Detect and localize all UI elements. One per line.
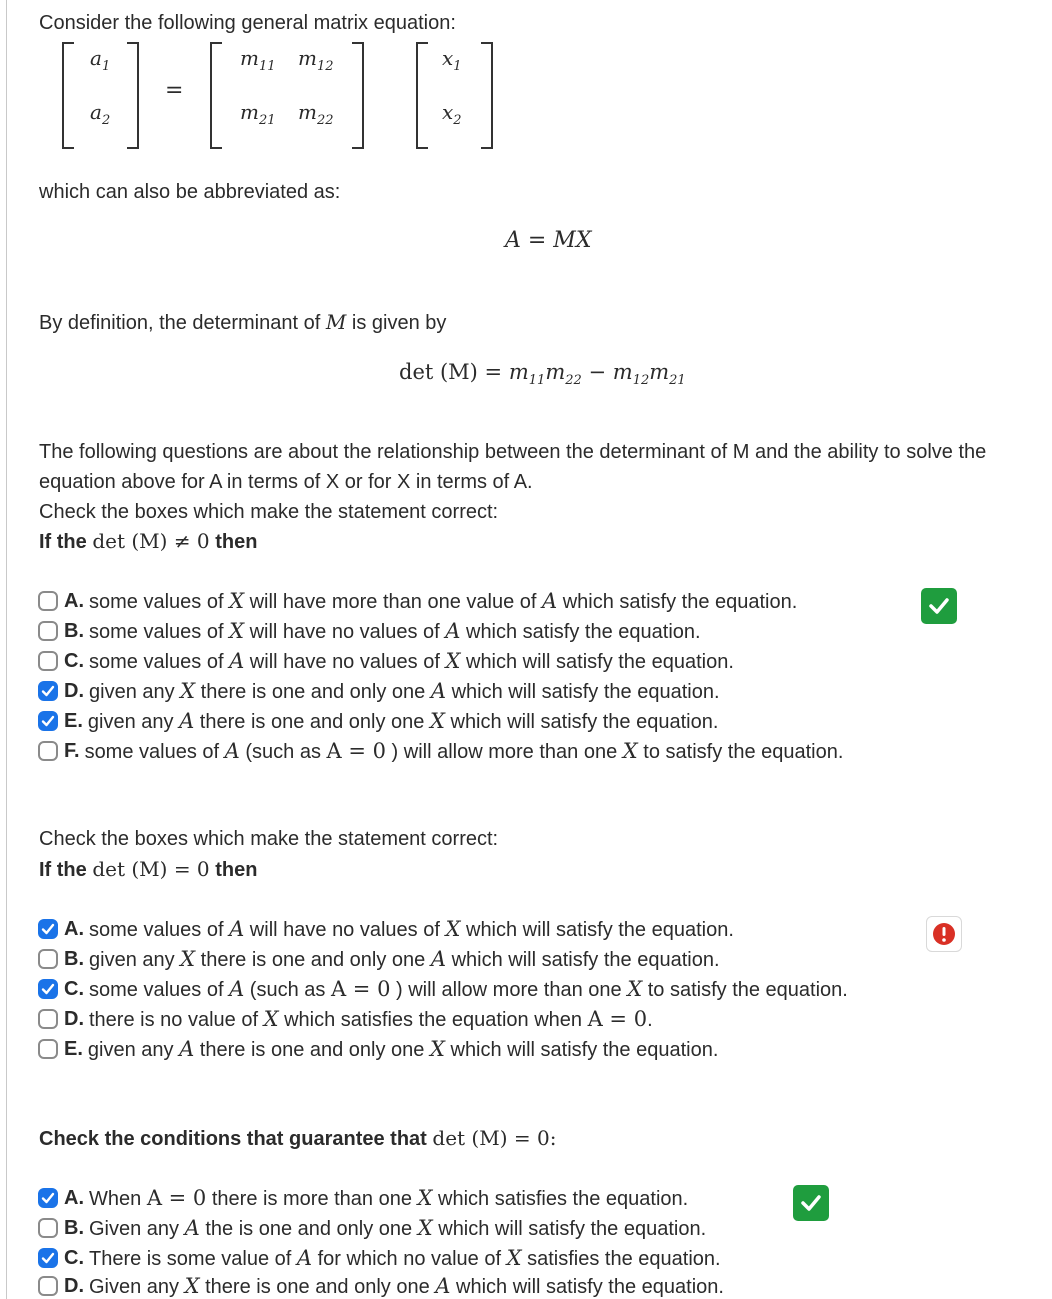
checkbox[interactable] [38,1039,58,1059]
option-c[interactable] [38,976,848,1002]
a1-entry: $a_1$ [90,46,111,74]
option-text: some values of X will have more than one value of A which satisfy the equation. [89,588,798,613]
paragraph-line-2: equation above for A in terms of X or for X in terms of A. [39,471,533,493]
a2-entry: $a_2$ [90,100,111,128]
bracket-left [416,42,428,149]
option-text: There is some value of A for which no value of X satisfies the equation. [89,1245,721,1270]
checkbox[interactable] [38,621,58,641]
option-text: some values of A (such as A = 0 ) will allow more than one X to satisfy the equation. [84,738,844,763]
check-prompt-2: Check the boxes which make the statement correct: [39,828,499,850]
abbrev-equation: A = MX [505,228,592,253]
option-a[interactable] [38,916,734,942]
checkbox[interactable] [38,1009,58,1029]
option-c[interactable] [38,648,734,674]
correct-badge-icon [921,588,957,624]
checkbox-checked[interactable] [38,1248,58,1268]
option-letter: D. [64,1274,84,1297]
x1-entry: $x_1$ [442,46,462,74]
option-d[interactable] [38,678,720,704]
correct-badge-icon [793,1185,829,1221]
incorrect-badge-icon [926,916,962,952]
equals-sign: = [165,78,184,103]
option-text: there is no value of X which satisfies the equation when A = 0. [89,1006,653,1031]
option-b[interactable] [38,946,720,972]
option-d[interactable] [38,1273,724,1299]
option-letter: D. [64,679,84,702]
checkbox[interactable] [38,651,58,671]
option-letter: E. [64,1037,83,1060]
m11-entry: $m_{11}$ [240,46,276,74]
q1-heading: If the det (M) ≠ 0 then [39,529,258,553]
option-letter: F. [64,739,80,762]
checkbox-checked[interactable] [38,919,58,939]
left-border [6,0,7,1299]
paragraph-line-1: The following questions are about the relationship between the determinant of M and the ability to solve the [39,441,987,463]
check-prompt: Check the boxes which make the statement correct: [39,501,499,523]
option-e[interactable] [38,1036,718,1062]
m21-entry: $m_{21}$ [240,100,276,128]
checkbox-checked[interactable] [38,711,58,731]
m12-entry: $m_{12}$ [298,46,334,74]
option-b[interactable] [38,618,701,644]
option-text: given any A there is one and only one X which will satisfy the equation. [87,708,719,733]
checkbox-checked[interactable] [38,1188,58,1208]
option-letter: E. [64,709,83,732]
m22-entry: $m_{22}$ [298,100,334,128]
bracket-left [210,42,222,149]
option-a[interactable] [38,588,797,614]
checkbox[interactable] [38,1276,58,1296]
option-e[interactable] [38,708,718,734]
option-text: given any X there is one and only one A which will satisfy the equation. [89,946,720,971]
q3-heading: Check the conditions that guarantee that det (M) = 0: [39,1126,557,1150]
det-definition: By definition, the determinant of M is given by [39,310,447,334]
option-text: When A = 0 there is more than one X which satisfies the equation. [89,1185,689,1210]
option-letter: D. [64,1007,84,1030]
intro-text: Consider the following general matrix equation: [39,12,456,34]
checkbox-checked[interactable] [38,681,58,701]
checkbox[interactable] [38,591,58,611]
option-c[interactable] [38,1245,721,1271]
option-f[interactable] [38,738,843,764]
option-text: Given any X there is one and only one A which will satisfy the equation. [89,1273,724,1298]
option-letter: A. [64,589,84,612]
option-letter: B. [64,619,84,642]
x2-entry: $x_2$ [442,100,462,128]
option-text: some values of A will have no values of X which will satisfy the equation. [89,648,734,673]
option-b[interactable] [38,1215,706,1241]
option-text: given any X there is one and only one A which will satisfy the equation. [89,678,720,703]
option-letter: C. [64,977,84,1000]
checkbox[interactable] [38,949,58,969]
option-letter: C. [64,1246,84,1269]
option-text: Given any A the is one and only one X which will satisfy the equation. [89,1215,707,1240]
option-text: given any A there is one and only one X which will satisfy the equation. [87,1036,719,1061]
option-letter: A. [64,917,84,940]
bracket-right [481,42,493,149]
option-letter: B. [64,947,84,970]
option-text: some values of A will have no values of X which will satisfy the equation. [89,916,734,941]
option-d[interactable] [38,1006,653,1032]
option-text: some values of X will have no values of A which satisfy the equation. [89,618,701,643]
det-formula: $\det (M) = m_{11}m_{22} - m_{12}m_{21}$ [399,360,686,389]
option-letter: C. [64,649,84,672]
checkbox[interactable] [38,741,58,761]
bracket-right [127,42,139,149]
bracket-left [62,42,74,149]
q2-heading: If the det (M) = 0 then [39,857,258,881]
bracket-right [352,42,364,149]
option-letter: B. [64,1216,84,1239]
checkbox[interactable] [38,1218,58,1238]
option-letter: A. [64,1186,84,1209]
option-a[interactable] [38,1185,688,1211]
option-text: some values of A (such as A = 0 ) will allow more than one X to satisfy the equation. [89,976,848,1001]
checkbox-checked[interactable] [38,979,58,999]
abbrev-text: which can also be abbreviated as: [39,181,341,203]
